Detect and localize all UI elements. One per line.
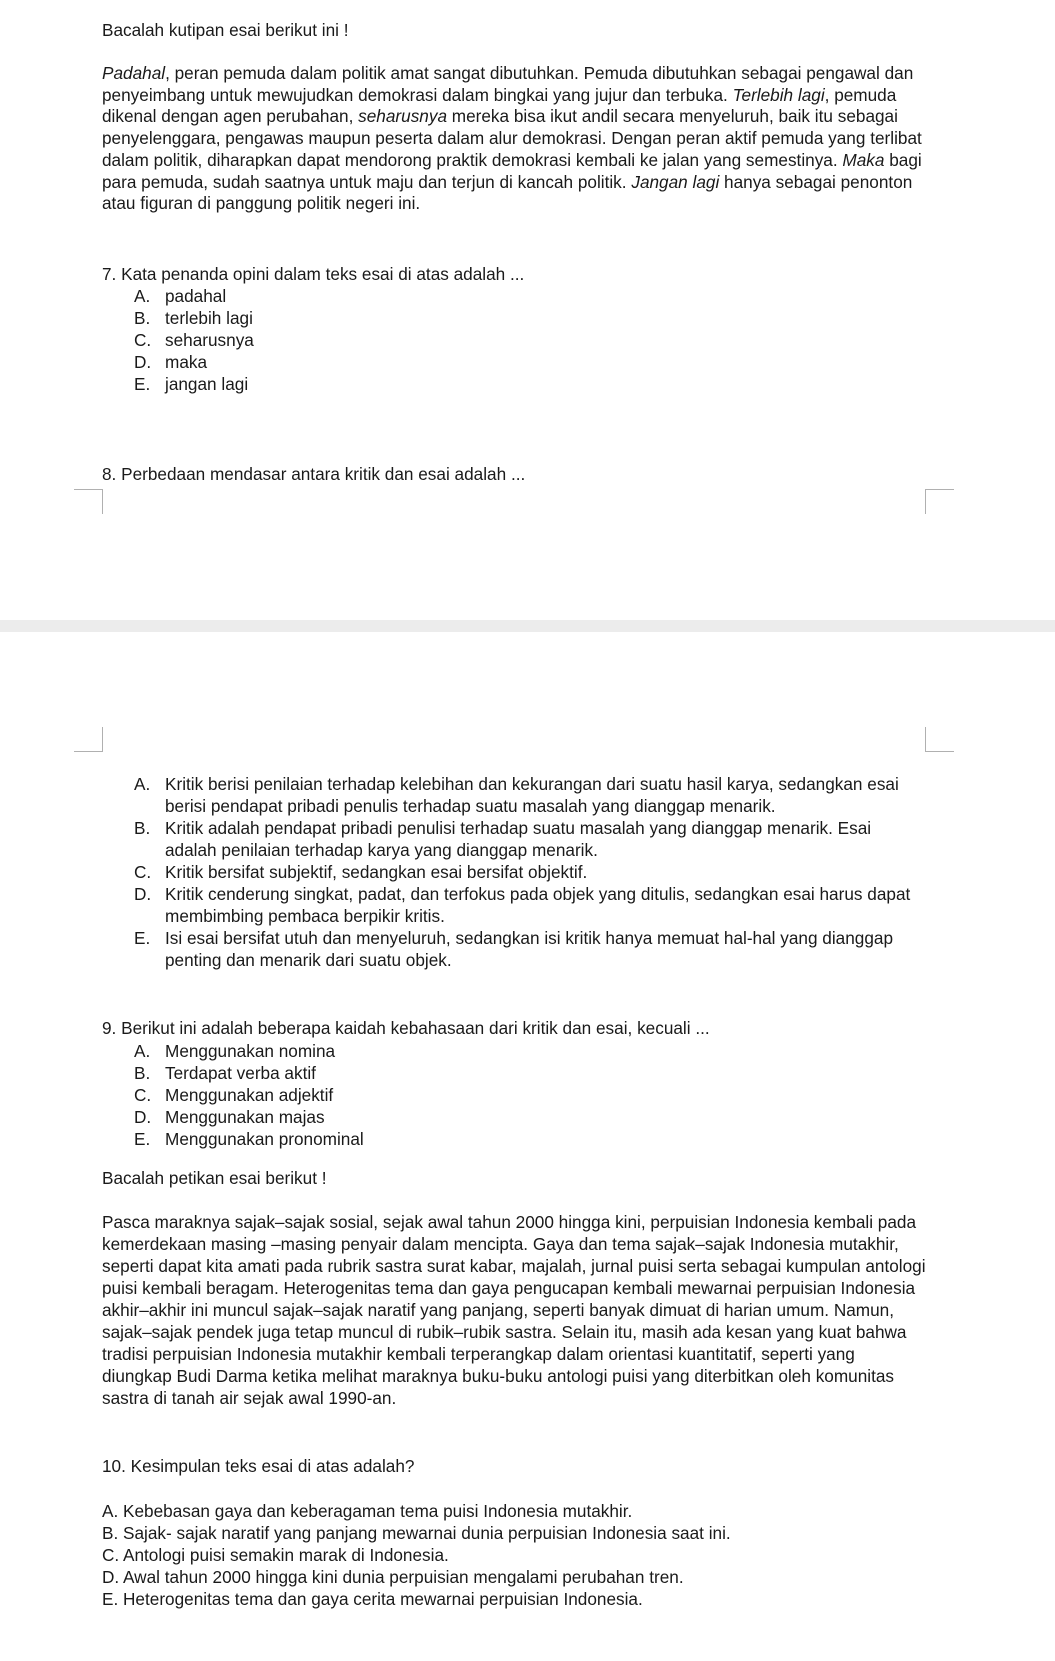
option-text: seharusnya — [165, 330, 254, 350]
crop-corner-bottom-left — [74, 727, 103, 752]
option-letter: D. — [134, 884, 152, 904]
option-text: terlebih lagi — [165, 308, 253, 328]
option-a — [134, 773, 924, 817]
option-letter: A. — [134, 774, 151, 794]
option-a: A. Kebebasan gaya dan keberagaman tema puisi Indonesia mutakhir. — [102, 1501, 633, 1521]
option-a — [134, 1040, 834, 1062]
option-letter: B. — [134, 1063, 151, 1083]
option-c — [134, 861, 924, 883]
option-letter: E. — [134, 374, 151, 394]
option-text: Menggunakan adjektif — [165, 1085, 334, 1105]
page-top — [0, 0, 1055, 620]
intro-heading-1: Bacalah kutipan esai berikut ini ! — [102, 20, 349, 40]
option-d — [134, 1106, 834, 1128]
crop-corner-top-right — [925, 489, 954, 514]
option-text: maka — [165, 352, 208, 372]
option-text: Kritik berisi penilaian terhadap kelebihan dan kekurangan dari suatu hasil karya, sedangkan esai berisi pendapat pribadi penulis terhadap suatu masalah yang dianggap menarik. — [165, 774, 899, 816]
opinion-marker: Terlebih lagi — [732, 84, 825, 105]
question-8-options — [134, 773, 924, 971]
intro-heading-2: Bacalah petikan esai berikut ! — [102, 1168, 327, 1188]
option-c: C. Antologi puisi semakin marak di Indonesia. — [102, 1545, 449, 1565]
option-letter: B. — [134, 308, 151, 328]
essay-excerpt-1 — [102, 63, 942, 215]
option-letter: A. — [134, 1041, 151, 1061]
option-d — [134, 883, 924, 927]
option-d: D. Awal tahun 2000 hingga kini dunia perpuisian mengalami perubahan tren. — [102, 1567, 684, 1587]
question-7-options — [134, 285, 834, 395]
option-text: Terdapat verba aktif — [165, 1063, 316, 1083]
option-text: Kritik cenderung singkat, padat, dan terfokus pada objek yang ditulis, sedangkan esai harus dapat membimbing pembaca berpikir kritis. — [165, 884, 911, 926]
option-text: Menggunakan majas — [165, 1107, 325, 1127]
option-text: Kritik bersifat subjektif, sedangkan esai bersifat objektif. — [165, 862, 588, 882]
option-letter: C. — [134, 330, 152, 350]
option-d — [134, 351, 834, 373]
option-b — [134, 817, 924, 861]
question-10-options — [102, 1500, 952, 1610]
page-separator — [0, 620, 1055, 632]
opinion-marker: seharusnya — [358, 106, 447, 127]
option-letter: E. — [134, 1129, 151, 1149]
opinion-marker: Padahal — [102, 63, 166, 83]
option-e: E. Heterogenitas tema dan gaya cerita mewarnai perpuisian Indonesia. — [102, 1589, 643, 1609]
option-letter: C. — [134, 862, 152, 882]
option-e — [134, 927, 924, 971]
question-10: 10. Kesimpulan teks esai di atas adalah? — [102, 1456, 415, 1476]
option-text: padahal — [165, 286, 227, 306]
option-letter: B. — [134, 818, 151, 838]
option-e — [134, 373, 834, 395]
option-b — [134, 307, 834, 329]
essay-text: bagi para pemuda, sudah saatnya untuk maju dan terjun di kancah politik. — [102, 149, 922, 192]
option-letter: E. — [134, 928, 151, 948]
opinion-marker: Jangan lagi — [631, 171, 720, 192]
option-letter: C. — [134, 1085, 152, 1105]
option-c — [134, 1084, 834, 1106]
question-8: 8. Perbedaan mendasar antara kritik dan esai adalah ... — [102, 464, 526, 484]
option-letter: D. — [134, 352, 152, 372]
option-text: jangan lagi — [165, 374, 249, 394]
question-9-options — [134, 1040, 834, 1150]
option-b — [134, 1062, 834, 1084]
crop-corner-top-left — [74, 489, 103, 514]
option-e — [134, 1128, 834, 1150]
crop-corner-bottom-right — [925, 727, 954, 752]
option-a — [134, 285, 834, 307]
essay-text: , pemuda dikenal dengan agen perubahan, — [102, 84, 897, 127]
option-text: Menggunakan pronominal — [165, 1129, 364, 1149]
question-9: 9. Berikut ini adalah beberapa kaidah kebahasaan dari kritik dan esai, kecuali ... — [102, 1018, 710, 1038]
opinion-marker: Maka — [842, 149, 885, 170]
option-letter: A. — [134, 286, 151, 306]
essay-text: , peran pemuda dalam politik amat sangat dibutuhkan. Pemuda dibutuhkan sebagai pengawal dan penyeimbang untuk mewujudkan demokrasi dalam bingkai yang jujur dan terbuka. — [102, 63, 914, 105]
option-text: Menggunakan nomina — [165, 1041, 336, 1061]
option-letter: D. — [134, 1107, 152, 1127]
option-b: B. Sajak- sajak naratif yang panjang mewarnai dunia perpuisian Indonesia saat ini. — [102, 1523, 731, 1543]
essay-text: mereka bisa ikut andil secara menyeluruh, baik itu sebagai penyelenggara, pengawas maupun peserta dalam alur demokrasi. Dengan peran aktif pemuda yang terlibat dalam politik, diharapkan dapat mendorong praktik demokrasi kembali ke jalan yang semestinya. — [102, 106, 922, 170]
option-text: Kritik adalah pendapat pribadi penulisi terhadap suatu masalah yang dianggap menarik. Esai adalah penilaian terhadap karya yang dianggap menarik. — [165, 818, 872, 860]
question-7: 7. Kata penanda opini dalam teks esai di atas adalah ... — [102, 264, 525, 284]
option-text: Isi esai bersifat utuh dan menyeluruh, sedangkan isi kritik hanya memuat hal-hal yang dianggap penting dan menarik dari suatu objek. — [165, 928, 894, 970]
essay-text: hanya sebagai penonton atau figuran di panggung politik negeri ini. — [102, 171, 913, 214]
option-c — [134, 329, 834, 351]
essay-excerpt-2: Pasca maraknya sajak–sajak sosial, sejak awal tahun 2000 hingga kini, perpuisian Indonesia kembali pada kemerdekaan masing –masing penyair dalam mencipta. Gaya dan tema sajak–sajak Indonesia mutakhir, seperti dapat kita amati pada rubrik sastra surat kabar, majalah, jurnal puisi serta sebagai kumpulan antologi puisi kembali beragam. Heterogenitas tema dan gaya pengucapan kembali mewarnai perpuisian Indonesia akhir–akhir ini muncul sajak–sajak naratif yang panjang, seperti banyak dimuat di harian umum. Namun, sajak–sajak pendek juga tetap muncul di rubik–rubik sastra. Selain itu, masih ada kesan yang kuat bahwa tradisi perpuisian Indonesia mutakhir kembali terperangkap dalam orientasi kuantitatif, seperti yang diungkap Budi Darma ketika melihat maraknya buku-buku antologi puisi yang diterbitkan oleh komunitas sastra di tanah air sejak awal 1990-an. — [102, 1212, 926, 1408]
